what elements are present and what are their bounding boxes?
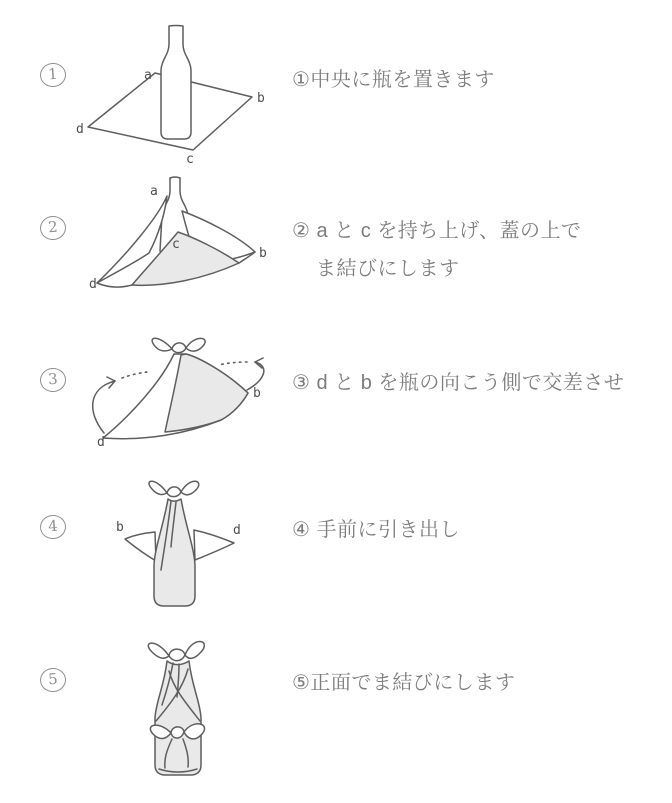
step-2-instruction-line-1: ② a と c を持ち上げ、蓋の上で bbox=[292, 220, 582, 242]
figure-step-5-front-knot bbox=[115, 625, 250, 785]
corner-label-b: b bbox=[116, 520, 124, 535]
corner-label-a: a bbox=[144, 68, 152, 83]
step-4-number-badge: 4 bbox=[39, 514, 67, 540]
top-knot-bow bbox=[149, 481, 199, 496]
step-2-instruction-line-2: ま結びにします bbox=[316, 258, 460, 280]
step-4-instruction: ④ 手前に引き出し bbox=[292, 519, 460, 541]
step-5-instruction: ⑤正面でま結びにします bbox=[292, 672, 516, 694]
corner-label-a: a bbox=[150, 184, 158, 199]
step-1-number-badge: 1 bbox=[39, 62, 67, 88]
corner-label-d: d bbox=[97, 435, 105, 450]
corner-label-c: c bbox=[186, 152, 194, 164]
step-2-number-badge: 2 bbox=[39, 215, 67, 241]
figure-step-3-cross-ends bbox=[85, 328, 275, 450]
figure-step-2-lift-corners bbox=[88, 175, 273, 297]
step-3-number-badge: 3 bbox=[39, 367, 67, 393]
corner-label-d: d bbox=[89, 277, 97, 292]
corner-label-d: d bbox=[76, 122, 84, 137]
bottle-illustration bbox=[161, 26, 191, 140]
top-knot-bow bbox=[148, 641, 204, 660]
figure-step-1-bottle-on-cloth bbox=[75, 22, 270, 164]
right-cloth-flap bbox=[194, 530, 234, 560]
step-3-instruction: ③ d と b を瓶の向こう側で交差させ bbox=[292, 372, 625, 394]
corner-label-c: c bbox=[172, 237, 180, 252]
top-knot-bow bbox=[152, 338, 205, 352]
corner-label-b: b bbox=[253, 386, 261, 401]
left-cloth-flap bbox=[125, 532, 156, 561]
corner-label-d: d bbox=[233, 523, 241, 538]
step-1-instruction: ①中央に瓶を置きます bbox=[292, 69, 495, 91]
corner-label-b: b bbox=[257, 91, 265, 106]
step-5-number-badge: 5 bbox=[39, 667, 67, 693]
figure-step-4-pull-forward bbox=[110, 472, 245, 614]
corner-label-b: b bbox=[259, 246, 267, 261]
